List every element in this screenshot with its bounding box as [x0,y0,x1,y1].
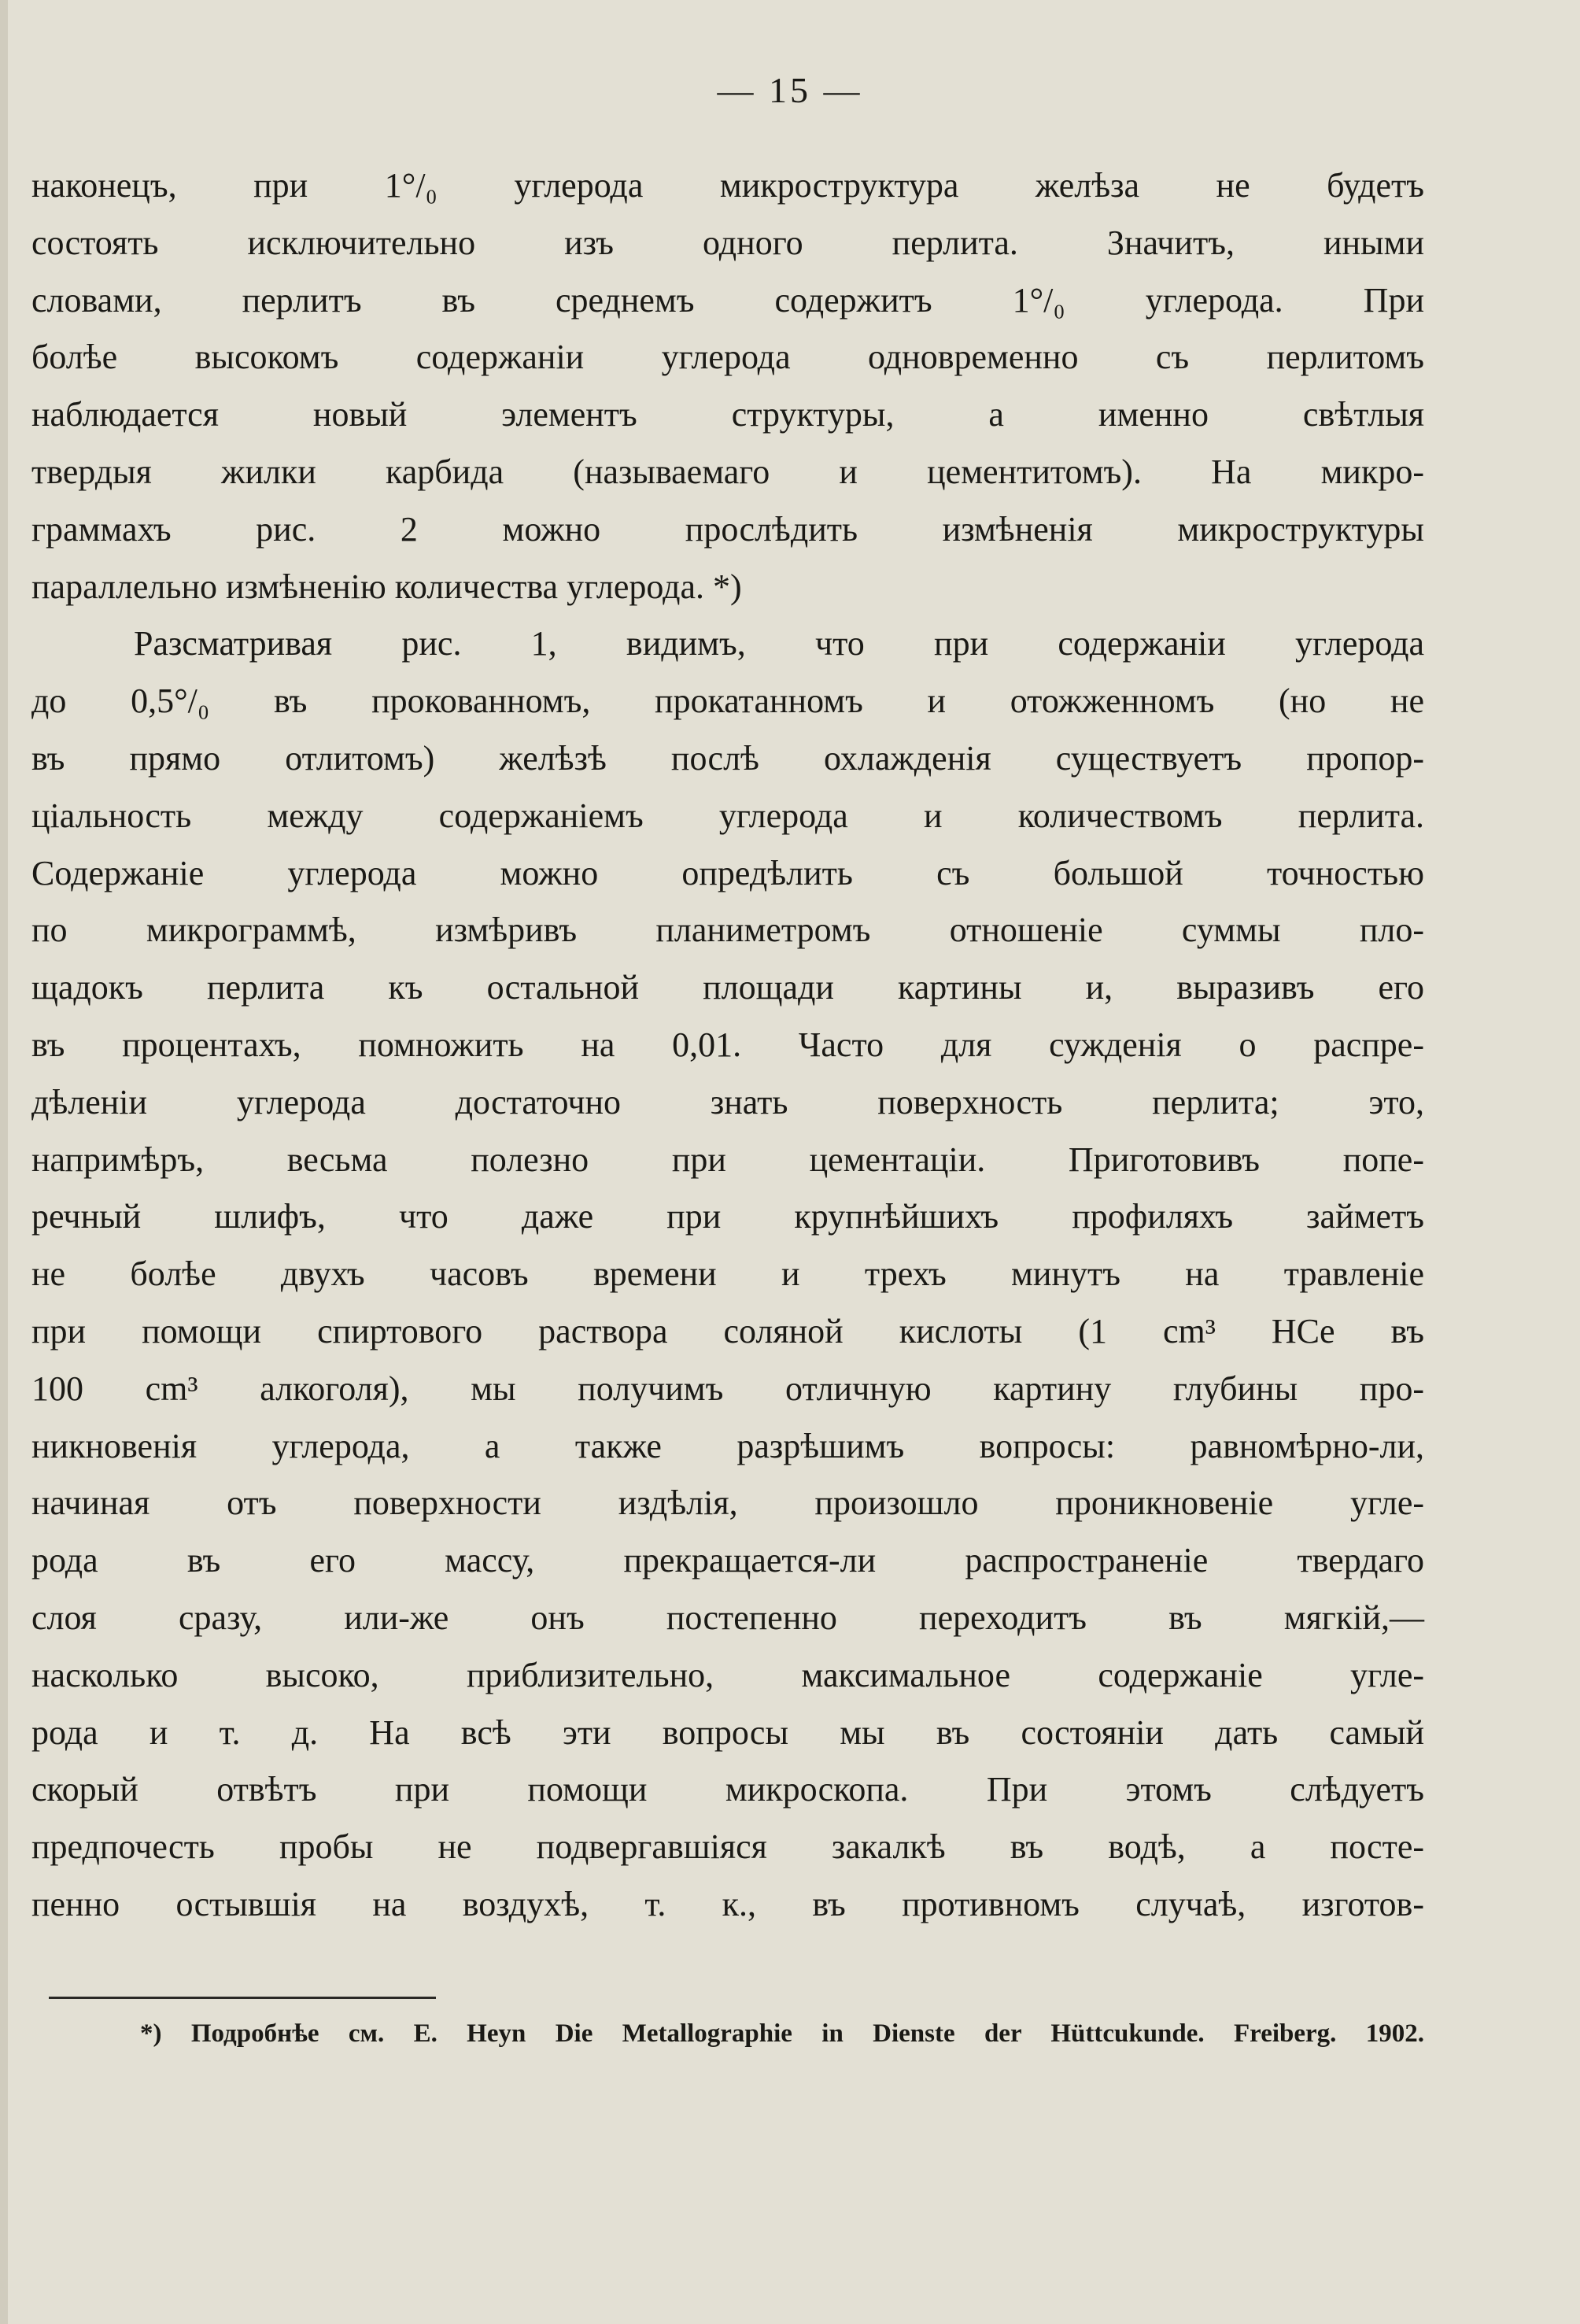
body-text [31,157,1424,1934]
text-line: граммахъ рис. 2 можно прослѣдить измѣненiя микроструктуры [31,509,1424,549]
text-line: насколько высоко, приблизительно, максимальное содержанiе угле- [31,1655,1424,1694]
text-line: Содержанiе углерода можно опредѣлить съ большой точностью [31,853,1424,892]
text-line: напримѣръ, весьма полезно при цементацiи. Приготовивъ попе- [31,1140,1424,1179]
text-line: наблюдается новый элементъ структуры, а именно свѣтлыя [31,395,1424,434]
text-line: твердыя жилки карбида (называемаго и цементитомъ). На микро- [31,452,1424,491]
text-line: при помощи спиртового раствора соляной кислоты (1 cm³ HCe въ [31,1311,1424,1350]
text-line: Разсматривая рис. 1, видимъ, что при содержанiи углерода [134,624,1424,663]
text-line: рода въ его массу, прекращается-ли распространенiе твердаго [31,1541,1424,1580]
text-line: въ процентахъ, помножить на 0,01. Часто для сужденiя о распре- [31,1025,1424,1064]
text-line: наконецъ, при 1°/₀ углерода микроструктура желѣза не будетъ [31,166,1424,205]
footnote: *) Подробнѣе см. E. Heyn Die Metallographie in Dienste der Hüttcukunde. Freiberg. 1902. [140,2019,1424,2048]
text-line: пенно остывшiя на воздухѣ, т. к., въ противномъ случаѣ, изготов- [31,1884,1424,1923]
text-line: словами, перлитъ въ среднемъ содержитъ 1°/₀ углерода. При [31,280,1424,320]
text-line: предпочесть пробы не подвергавшiяся закалкѣ въ водѣ, а посте- [31,1827,1424,1867]
text-line: состоять исключительно изъ одного перлита. Значитъ, иными [31,223,1424,262]
page-edge-shadow [0,0,8,2324]
text-line: никновенiя углерода, а также разрѣшимъ вопросы: равномѣрно-ли, [31,1426,1424,1465]
text-line: 100 cm³ алкоголя), мы получимъ отличную картину глубины про- [31,1369,1424,1408]
text-line: скорый отвѣтъ при помощи микроскопа. При этомъ слѣдуетъ [31,1770,1424,1809]
text-line: дѣленiи углерода достаточно знать поверхность перлита; это, [31,1082,1424,1121]
text-line: речный шлифъ, что даже при крупнѣйшихъ профиляхъ займетъ [31,1197,1424,1236]
footnote-divider [49,1997,436,1999]
text-line: слоя сразу, или-же онъ постепенно переходитъ въ мягкiй,— [31,1598,1424,1637]
text-line: начиная отъ поверхности издѣлiя, произошло проникновенiе угле- [31,1483,1424,1523]
text-line: не болѣе двухъ часовъ времени и трехъ минутъ на травленiе [31,1254,1424,1294]
text-line: цiальность между содержанiемъ углерода и количествомъ перлита. [31,796,1424,835]
text-line: болѣе высокомъ содержанiи углерода одновременно съ перлитомъ [31,338,1424,377]
text-line: щадокъ перлита къ остальной площади картины и, выразивъ его [31,968,1424,1007]
text-line: параллельно измѣненiю количества углерода. *) [31,567,742,606]
text-line: рода и т. д. На всѣ эти вопросы мы въ состоянiи дать самый [31,1713,1424,1752]
text-line: въ прямо отлитомъ) желѣзѣ послѣ охлажденiя существуетъ пропор- [31,738,1424,778]
text-line: до 0,5°/₀ въ прокованномъ, прокатанномъ и отожженномъ (но не [31,682,1424,721]
text-line: по микрограммѣ, измѣривъ планиметромъ отношенiе суммы пло- [31,911,1424,950]
page-number: — 15 — [717,70,863,110]
